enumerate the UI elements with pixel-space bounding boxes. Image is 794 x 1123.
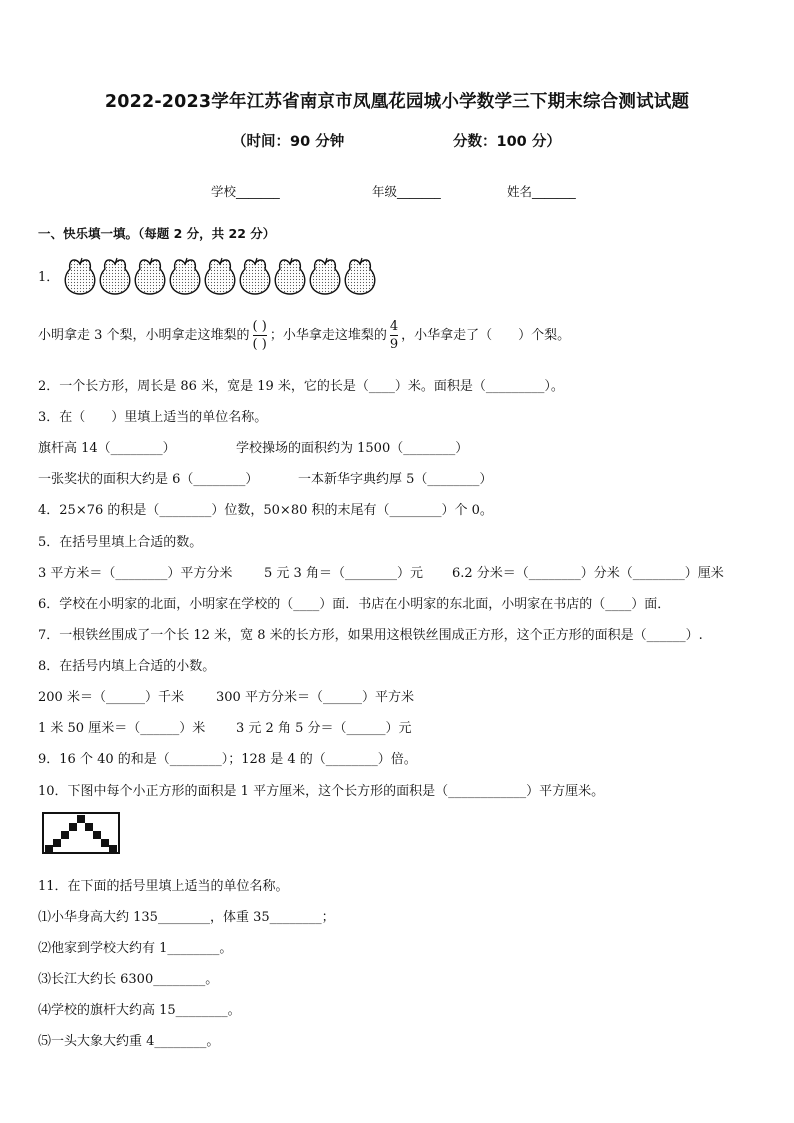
grade-field[interactable]: 年级_______ — [372, 184, 441, 199]
grid-rectangle — [42, 812, 122, 856]
total-score: 分数：100 分） — [453, 134, 561, 150]
q8-item-a: 200 米＝（______）千米 — [38, 690, 184, 705]
q3-item-b: 学校操场的面积约为 1500（________） — [236, 441, 469, 456]
q7-text: 7．一根铁丝围成了一个长 12 米，宽 8 米的长方形，如果用这根铁丝围成正方形，这个正方形的面积是（______）. — [38, 628, 703, 643]
pear-icon — [275, 258, 305, 294]
q11-item-2: ⑵他家到学校大约有 1________。 — [38, 941, 233, 956]
q5-item-a: 3 平方米＝（________）平方分米 — [38, 566, 233, 581]
q1-text: 小明拿走 3 个梨，小明拿走这堆梨的 $\frac{( )}{( )}$ ；小华拿走这堆梨的 $\frac{4}{9}$ ，小华拿走了（ ）个梨。 — [38, 319, 571, 352]
q11-text: 11．在下面的括号里填上适当的单位名称。 — [38, 879, 289, 894]
q9-text: 9．16 个 40 的和是（________）；128 是 4 的（________）倍。 — [38, 752, 417, 767]
q3-item-c: 一张奖状的面积大约是 6（________） — [38, 472, 259, 487]
q3-item-a: 旗杆高 14（________） — [38, 441, 176, 456]
section-heading: 一、快乐填一填。（每题 2 分，共 22 分） — [38, 226, 276, 241]
q8-text: 8．在括号内填上合适的小数。 — [38, 659, 216, 674]
q3-item-d: 一本新华字典约厚 5（________） — [298, 472, 493, 487]
pear-icon — [135, 258, 165, 294]
name-field[interactable]: 姓名_______ — [507, 184, 576, 199]
page-title: 2022-2023学年江苏省南京市凤凰花园城小学数学三下期末综合测试试题 — [104, 92, 690, 112]
pear-icon — [310, 258, 340, 294]
q10-text: 10．下图中每个小正方形的面积是 1 平方厘米，这个长方形的面积是（____________）平方厘米。 — [38, 784, 605, 799]
pear-icon — [170, 258, 200, 294]
pear-icons — [60, 256, 380, 296]
q5-text: 5．在括号里填上合适的数。 — [38, 535, 203, 550]
pear-icon — [240, 258, 270, 294]
q4-text: 4．25×76 的积是（________）位数，50×80 积的末尾有（________）个 0。 — [38, 503, 493, 518]
q8-item-c: 1 米 50 厘米＝（______）米 — [38, 721, 206, 736]
q3-text: 3．在（ ）里填上适当的单位名称。 — [38, 410, 268, 425]
fraction-four-ninths: $\frac{4}{9}$ — [389, 319, 399, 352]
q8-item-d: 3 元 2 角 5 分＝（______）元 — [236, 721, 412, 736]
q11-item-5: ⑸一头大象大约重 4________。 — [38, 1034, 220, 1049]
q5-item-c: 6.2 分米＝（________）分米（________）厘米 — [452, 566, 724, 581]
time-limit: （时间：90 分钟 — [232, 134, 345, 150]
q5-item-b: 5 元 3 角＝（________）元 — [264, 566, 423, 581]
school-field[interactable]: 学校_______ — [211, 184, 280, 199]
q8-item-b: 300 平方分米＝（______）平方米 — [216, 690, 414, 705]
q2-text: 2．一个长方形，周长是 86 米，宽是 19 米，它的长是（____）米。面积是（_________）。 — [38, 379, 564, 394]
q10-grid-figure — [42, 812, 122, 860]
q1-number: 1． — [38, 270, 60, 285]
q6-text: 6．学校在小明家的北面，小明家在学校的（____）面．书店在小明家的东北面，小明家在书店的（____）面． — [38, 597, 671, 612]
pear-icon — [345, 258, 375, 294]
pear-icon — [100, 258, 130, 294]
blank-fraction[interactable]: $\frac{( )}{( )}$ — [252, 319, 267, 352]
pear-icon — [65, 258, 95, 294]
q11-item-3: ⑶长江大约长 6300________。 — [38, 972, 219, 987]
q11-item-4: ⑷学校的旗杆大约高 15________。 — [38, 1003, 241, 1018]
pear-group — [60, 256, 380, 300]
pear-icon — [205, 258, 235, 294]
q11-item-1: ⑴小华身高大约 135________，体重 35________； — [38, 910, 335, 925]
